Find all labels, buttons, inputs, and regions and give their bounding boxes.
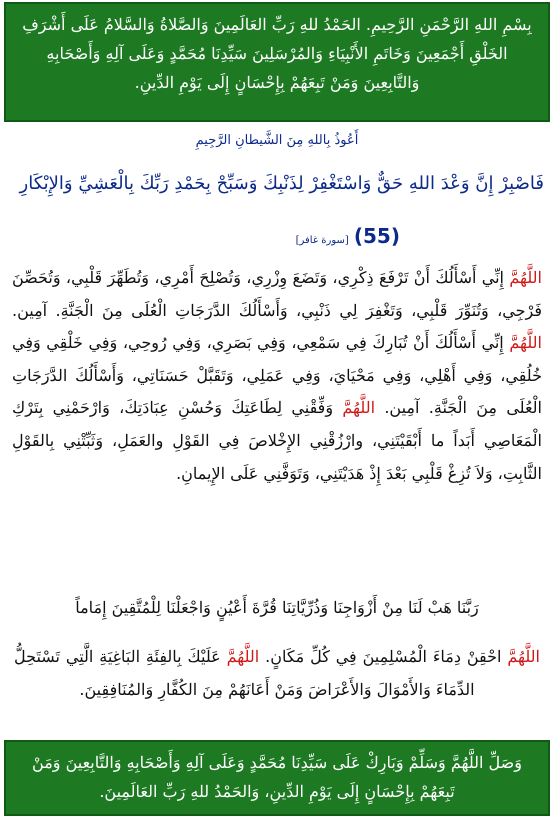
dua-text-3: وَفِّقْنِي لِطَاعَتِكَ وَحُسْنِ عِبَادَتِكَ، وَارْحَمْنِي بِتَرْكِ الْمَعَاصِي أَبَداً ما أَبْقَيْتَنِي، وارْزُقْنِي الإِخْلاصَ فِي القَوْلِ والعَمَلِ، وَثَبِّتْنِي بِالقَوْلِ الثَّابِتِ، وَلاَ تُزِغْ قَلْبِي بَعْدَ إِذْ هَدَيْتَنِي، وَتَوَفَّنِي عَلَى الإِيمانِ. [12,398,543,483]
verse-reference [0,224,400,248]
rabbana-verse [0,592,554,624]
footer-banner [4,740,550,816]
surah-name: [سورة غافر] [295,235,349,246]
dua-lead-2: اللَّهُمَّ [509,333,542,353]
dua-text-2: إِنِّي أَسْأَلُكَ أَنْ تُبَارِكَ فِي سَمْعِي، وَفِي بَصَرِي، وَفِي رُوحِي، وَفِي خَلْقِي وَفِي خُلُقِي، وَفِي أَهْلِي، وَفِي مَحْيَايَ، وَفِي عَمَلِي، وَتَقَبَّلْ حَسَنَاتِي، وَأَسْأَلُكَ الدَّرَجَاتِ الْعُلَى مِنَ الْجَنَّةِ. آمِين. [12,333,542,418]
dua-lead-3: اللَّهُمَّ [342,398,376,418]
dua2-text-2: عَلَيْكَ بِالفِئَةِ البَاغِيَةِ الَّتِي تَسْتَحِلُّ الدِّمَاءَ وَالأَمْوَالَ وَالأَعْرَاضَ وَمَنْ أَعَانَهُمْ مِنَ الكُفَّارِ وَالمُنَافِقِينَ. [14,647,475,699]
verse-text: فَاصْبِرْ إِنَّ وَعْدَ اللهِ حَقٌّ وَاسْتَغْفِرْ لِذَنْبِكَ وَسَبِّحْ بِحَمْدِ رَبِّكَ بِالْعَشِيِّ وَالإِبْكَارِ [19,173,544,194]
verse-number: (55) [353,224,400,248]
quran-verse [0,167,554,201]
istiadha [0,131,554,151]
footer-text: وَصَلِّ اللَّهُمَّ وَسَلِّمْ وَبَارِكْ عَلَى سَيِّدِنَا مُحَمَّدٍ وَعَلَى آلِهِ وَأَصْحَابِهِ وَالتَّابِعِينَ وَمَنْ تَبِعَهُمْ بِإِحْسَانٍ إِلَى يَوْمِ الدِّينِ، وَالحَمْدُ للهِ رَبِّ العَالَمِينَ. [32,753,522,801]
dua2-text-1: احْقِنْ دِمَاءَ الْمُسْلِمِينَ فِي كُلِّ مَكَانٍ. [259,647,508,666]
supplication-muslims [0,640,554,706]
dua2-lead-2: اللَّهُمَّ [226,647,260,666]
rabbana-text: رَبَّنَا هَبْ لَنَا مِنْ أَزْوَاجِنَا وَذُرِّيَّاتِنَا قُرَّةَ أَعْيُنٍ وَاجْعَلْنَا لِلْمُتَّقِينَ إِمَاماً [75,598,479,617]
dua-text-1: إِنِّي أَسْأَلُكَ أَنْ تَرْفَعَ ذِكْرِي، وَتَضَعَ وِزْرِي، وَتُصْلِحَ أَمْرِي، وَتُطَهِّرَ قَلْبِي، وَتُحَصِّنَ فَرْجِي، وَتُنَوِّرَ قَلْبِي، وَتَغْفِرَ لِي ذَنْبِي، وَأَسْأَلُكَ الدَّرَجَاتِ الْعُلَى مِنَ الْجَنَّةِ. آمِين. [12,268,542,320]
dua-lead-1: اللَّهُمَّ [509,268,542,287]
header-text: بِسْمِ اللهِ الرَّحْمَنِ الرَّحِيمِ. الحَمْدُ للهِ رَبِّ العَالَمِينَ وَالصَّلاةُ وَالسَّلامُ عَلَى أَشْرَفِ الخَلْقِ أَجْمَعِينَ وَخَاتَمِ الأَنْبِيَاءِ وَالمُرْسَلِينَ سَيِّدِنَا مُحَمَّدٍ وَعَلَى آلِهِ وَأَصْحَابِهِ وَالتَّابِعِينَ وَمَنْ تَبِعَهُمْ بِإِحْسَانٍ إِلَى يَوْمِ الدِّينِ. [22,15,532,92]
header-banner [4,2,550,122]
supplication-paragraph [0,262,554,490]
istiadha-text: أَعُوذُ بِاللهِ مِنَ الشَّيطانِ الرَّجِيمِ [195,133,359,148]
dua2-lead-1: اللَّهُمَّ [507,647,540,666]
